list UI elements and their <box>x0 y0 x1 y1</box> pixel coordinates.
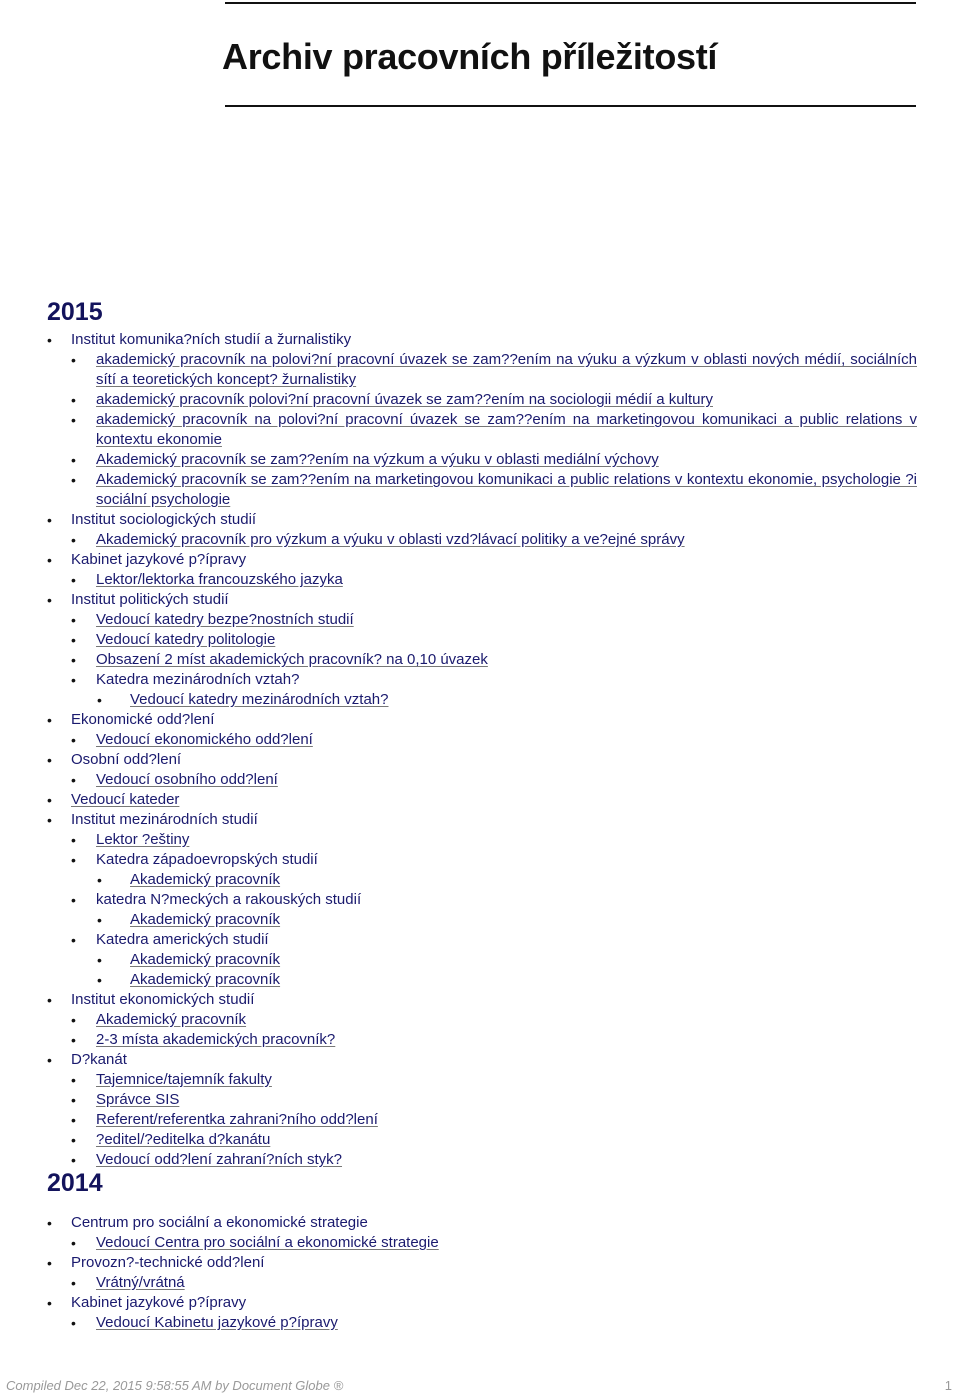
department-label: Katedra amerických studií <box>96 931 269 948</box>
bullet-icon: • <box>47 1295 52 1311</box>
list-item[interactable] <box>47 610 917 630</box>
job-link[interactable]: Vedoucí odd?lení zahraní?ních styk? <box>96 1151 343 1168</box>
bullet-icon: • <box>47 512 52 528</box>
bullet-icon: • <box>97 972 102 988</box>
bullet-icon: • <box>71 1012 76 1028</box>
list-item[interactable] <box>47 790 917 810</box>
bullet-icon: • <box>97 872 102 888</box>
bullet-icon: • <box>97 692 102 708</box>
list-item[interactable] <box>47 950 917 970</box>
department-label: Kabinet jazykové p?ípravy <box>71 551 247 568</box>
page-title: Archiv pracovních příležitostí <box>222 36 718 77</box>
bullet-icon: • <box>47 792 52 808</box>
list-item <box>47 890 917 910</box>
bullet-icon: • <box>47 992 52 1008</box>
job-link[interactable]: akademický pracovník na polovi?ní pracovní úvazek se zam??ením na marketingovou komunikaci a public relations v kontextu ekonomie <box>96 411 917 448</box>
bullet-icon: • <box>47 812 52 828</box>
department-label: Katedra západoevropských studií <box>96 851 318 868</box>
bullet-icon: • <box>71 392 76 408</box>
department-label: Centrum pro sociální a ekonomické strategie <box>71 1214 368 1231</box>
job-link[interactable]: Akademický pracovník <box>130 971 281 988</box>
bullet-icon: • <box>47 1215 52 1231</box>
list-item <box>47 850 917 870</box>
bullet-icon: • <box>71 892 76 908</box>
job-link[interactable]: Vedoucí katedry bezpe?nostních studií <box>96 611 354 628</box>
list-item <box>47 550 917 570</box>
list-item[interactable] <box>47 1130 917 1150</box>
bullet-icon: • <box>71 1235 76 1251</box>
bullet-icon: • <box>71 1275 76 1291</box>
list-item[interactable] <box>47 410 917 450</box>
list-item <box>47 330 917 350</box>
bullet-icon: • <box>71 1032 76 1048</box>
job-link[interactable]: Obsazení 2 míst akademických pracovník? na 0,10 úvazek <box>96 651 488 668</box>
bullet-icon: • <box>71 1112 76 1128</box>
year-heading-2015: 2015 <box>47 298 103 326</box>
list-item[interactable] <box>47 1313 917 1333</box>
list-item <box>47 1293 917 1313</box>
list-item[interactable] <box>47 350 917 390</box>
list-item[interactable] <box>47 1030 917 1050</box>
job-list-2014 <box>47 1213 917 1333</box>
bullet-icon: • <box>71 352 76 368</box>
list-item <box>47 510 917 530</box>
department-label: Institut mezinárodních studií <box>71 811 258 828</box>
bullet-icon: • <box>97 912 102 928</box>
bullet-icon: • <box>71 412 76 428</box>
job-link[interactable]: Akademický pracovník se zam??ením na výzkum a výuku v oblasti mediální výchovy <box>96 451 659 468</box>
department-label: Institut politických studií <box>71 591 229 608</box>
job-link[interactable]: Vedoucí osobního odd?lení <box>96 771 278 788</box>
job-link[interactable]: Správce SIS <box>96 1091 180 1108</box>
job-link[interactable]: Tajemnice/tajemník fakulty <box>96 1071 272 1088</box>
list-item[interactable] <box>47 570 917 590</box>
list-item[interactable] <box>47 450 917 470</box>
list-item[interactable] <box>47 970 917 990</box>
list-item[interactable] <box>47 1090 917 1110</box>
list-item <box>47 710 917 730</box>
job-link[interactable]: Akademický pracovník <box>130 951 281 968</box>
list-item <box>47 1050 917 1070</box>
list-item[interactable] <box>47 1273 917 1293</box>
department-label: D?kanát <box>71 1051 127 1068</box>
top-rule <box>225 2 916 4</box>
job-link[interactable]: 2-3 místa akademických pracovník? <box>96 1031 336 1048</box>
job-link[interactable]: Vedoucí ekonomického odd?lení <box>96 731 313 748</box>
bullet-icon: • <box>71 672 76 688</box>
bullet-icon: • <box>71 472 76 488</box>
department-label: Institut ekonomických studií <box>71 991 255 1008</box>
list-item[interactable] <box>47 1070 917 1090</box>
compiled-footer: Compiled Dec 22, 2015 9:58:55 AM by Document Globe ® <box>6 1378 344 1393</box>
list-item[interactable] <box>47 830 917 850</box>
list-item[interactable] <box>47 470 917 510</box>
bullet-icon: • <box>47 592 52 608</box>
bullet-icon: • <box>71 1072 76 1088</box>
list-item <box>47 930 917 950</box>
job-link[interactable]: akademický pracovník na polovi?ní pracovní úvazek se zam??ením na výuku a výzkum v oblasti nových médií, sociálních sítí a teoretických koncept? žurnalistiky <box>96 351 917 388</box>
title-rule <box>225 105 916 107</box>
bullet-icon: • <box>71 1315 76 1331</box>
job-link[interactable]: Lektor/lektorka francouzského jazyka <box>96 571 343 588</box>
bullet-icon: • <box>71 932 76 948</box>
list-item <box>47 1253 917 1273</box>
bullet-icon: • <box>47 332 52 348</box>
bullet-icon: • <box>71 632 76 648</box>
list-item[interactable] <box>47 730 917 750</box>
bullet-icon: • <box>47 552 52 568</box>
job-link[interactable]: Akademický pracovník <box>130 911 281 928</box>
list-item[interactable] <box>47 530 917 550</box>
bullet-icon: • <box>71 1092 76 1108</box>
list-item[interactable] <box>47 690 917 710</box>
job-link[interactable]: akademický pracovník polovi?ní pracovní úvazek se zam??ením na sociologii médií a kultury <box>96 391 713 408</box>
bullet-icon: • <box>47 752 52 768</box>
list-item[interactable] <box>47 1010 917 1030</box>
bullet-icon: • <box>47 712 52 728</box>
job-link[interactable]: Vedoucí Kabinetu jazykové p?ípravy <box>96 1314 338 1331</box>
bullet-icon: • <box>71 652 76 668</box>
list-item <box>47 1213 917 1233</box>
job-link[interactable]: Akademický pracovník <box>96 1011 247 1028</box>
job-list-2015 <box>47 330 917 1170</box>
bullet-icon: • <box>71 452 76 468</box>
bullet-icon: • <box>97 952 102 968</box>
bullet-icon: • <box>47 1255 52 1271</box>
job-link[interactable]: Akademický pracovník se zam??ením na marketingovou komunikaci a public relations v kontextu ekonomie, psychologie ?i sociální psychologie <box>96 471 917 508</box>
year-heading-2014: 2014 <box>47 1169 103 1197</box>
department-label: Institut sociologických studií <box>71 511 257 528</box>
job-link[interactable]: Referent/referentka zahrani?ního odd?lení <box>96 1111 378 1128</box>
list-item[interactable] <box>47 1233 917 1253</box>
list-item <box>47 990 917 1010</box>
department-label: Ekonomické odd?lení <box>71 711 215 728</box>
job-link[interactable]: Vedoucí katedry politologie <box>96 631 276 648</box>
list-item[interactable] <box>47 390 917 410</box>
bullet-icon: • <box>71 572 76 588</box>
department-label: katedra N?meckých a rakouských studií <box>96 891 362 908</box>
department-label: Osobní odd?lení <box>71 751 182 768</box>
department-label: Provozn?-technické odd?lení <box>71 1254 265 1271</box>
page-number: 1 <box>944 1378 952 1393</box>
list-item[interactable] <box>47 650 917 670</box>
department-label: Institut komunika?ních studií a žurnalistiky <box>71 331 352 348</box>
list-item <box>47 810 917 830</box>
bullet-icon: • <box>71 772 76 788</box>
list-item <box>47 590 917 610</box>
job-link[interactable]: Vedoucí katedry mezinárodních vztah? <box>130 691 389 708</box>
list-item[interactable] <box>47 910 917 930</box>
job-link[interactable]: Vrátný/vrátná <box>96 1274 185 1291</box>
list-item <box>47 750 917 770</box>
list-item <box>47 670 917 690</box>
job-link[interactable]: ?editel/?editelka d?kanátu <box>96 1131 271 1148</box>
bullet-icon: • <box>71 532 76 548</box>
bullet-icon: • <box>47 1052 52 1068</box>
list-item[interactable] <box>47 770 917 790</box>
list-item[interactable] <box>47 630 917 650</box>
job-link[interactable]: Akademický pracovník <box>130 871 281 888</box>
list-item[interactable] <box>47 1110 917 1130</box>
job-link[interactable]: Akademický pracovník pro výzkum a výuku v oblasti vzd?lávací politiky a ve?ejné správy <box>96 531 685 548</box>
bullet-icon: • <box>71 1152 76 1168</box>
list-item[interactable] <box>47 870 917 890</box>
department-label: Katedra mezinárodních vztah? <box>96 671 300 688</box>
list-item[interactable] <box>47 1150 917 1170</box>
job-link[interactable]: Vedoucí kateder <box>71 791 180 808</box>
department-label: Kabinet jazykové p?ípravy <box>71 1294 247 1311</box>
bullet-icon: • <box>71 852 76 868</box>
bullet-icon: • <box>71 832 76 848</box>
job-link[interactable]: Vedoucí Centra pro sociální a ekonomické strategie <box>96 1234 439 1251</box>
bullet-icon: • <box>71 1132 76 1148</box>
job-link[interactable]: Lektor ?eštiny <box>96 831 190 848</box>
bullet-icon: • <box>71 732 76 748</box>
bullet-icon: • <box>71 612 76 628</box>
